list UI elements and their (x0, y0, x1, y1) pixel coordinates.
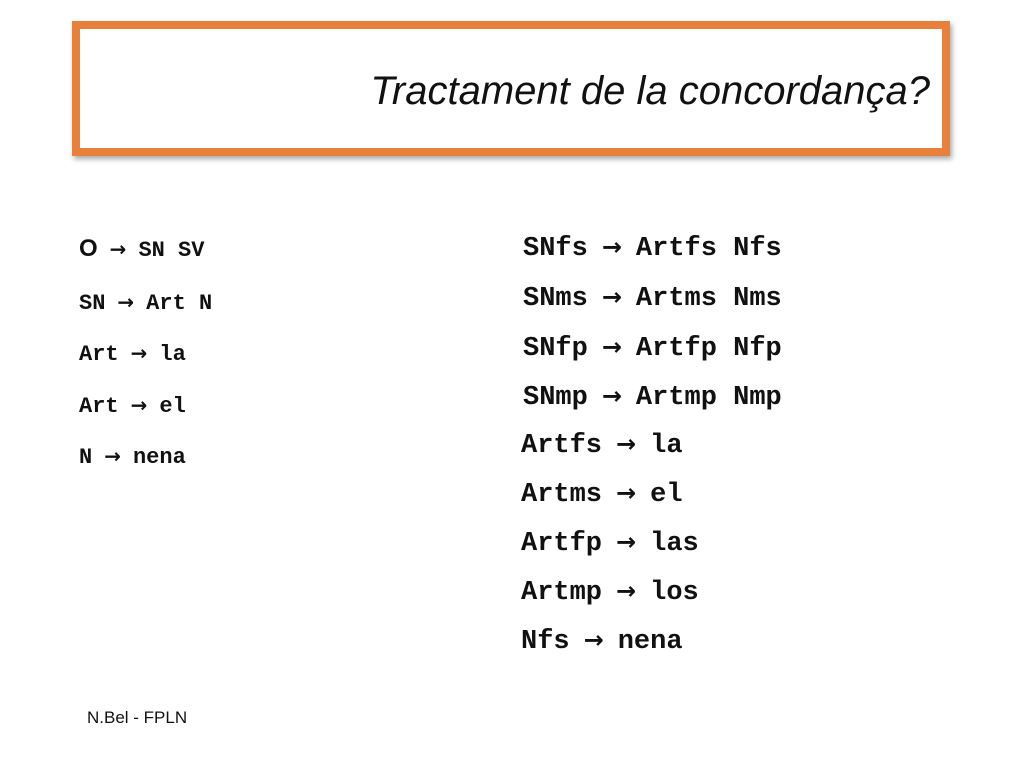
rule-lhs: Artmp (521, 578, 603, 608)
arrow-icon: → (583, 626, 604, 654)
arrow-icon: → (616, 577, 637, 605)
rule-rhs: las (650, 529, 699, 559)
rule-lhs: Art (79, 394, 119, 419)
left-rule-1 (79, 237, 204, 262)
rule-lhs: SN (79, 291, 106, 316)
rule-lhs: O (79, 235, 98, 262)
arrow-icon: → (130, 341, 148, 365)
arrow-icon: → (601, 283, 622, 311)
arrow-icon: → (616, 479, 637, 507)
right-rule-5 (521, 432, 683, 460)
arrow-icon: → (109, 237, 127, 261)
slide-title: Tractament de la concordança? (370, 69, 930, 113)
title-box (72, 21, 950, 156)
right-rule-4 (523, 384, 782, 412)
rule-lhs: SNms (523, 284, 588, 314)
left-rule-3 (79, 343, 186, 366)
rule-lhs: Artms (521, 480, 603, 510)
right-rule-6 (521, 481, 683, 509)
rule-rhs: nena (617, 627, 683, 657)
rule-rhs: nena (132, 445, 186, 470)
rule-lhs: Artfs (521, 431, 603, 461)
arrow-icon: → (130, 393, 148, 417)
rule-rhs: el (159, 394, 186, 419)
rule-rhs: Artms Nms (635, 284, 782, 314)
footer-credit: N.Bel - FPLN (87, 708, 188, 727)
arrow-icon: → (616, 528, 637, 556)
left-rule-5 (79, 446, 186, 469)
rule-lhs: N (79, 445, 93, 470)
right-rule-3 (523, 335, 782, 363)
right-rule-9 (521, 628, 683, 656)
rule-rhs: SN SV (138, 238, 205, 263)
rule-rhs: el (650, 480, 683, 510)
rule-lhs: SNmp (523, 383, 588, 413)
rule-rhs: Artfs Nfs (635, 234, 782, 264)
right-rule-8 (521, 579, 699, 607)
rule-rhs: los (650, 578, 699, 608)
rule-rhs: Artmp Nmp (635, 383, 782, 413)
arrow-icon: → (601, 233, 622, 261)
rule-lhs: SNfs (523, 234, 588, 264)
right-rule-2 (523, 285, 782, 313)
right-rule-7 (521, 530, 699, 558)
rule-lhs: SNfp (523, 334, 588, 364)
rule-rhs: Artfp Nfp (635, 334, 782, 364)
rule-lhs: Nfs (521, 627, 570, 657)
arrow-icon: → (616, 430, 637, 458)
arrow-icon: → (104, 444, 121, 468)
rule-lhs: Art (79, 342, 119, 367)
arrow-icon: → (601, 333, 622, 361)
arrow-icon: → (601, 382, 622, 410)
right-rule-1 (523, 235, 782, 263)
rule-rhs: la (650, 431, 683, 461)
rule-lhs: Artfp (521, 529, 603, 559)
rule-rhs: la (159, 342, 186, 367)
rule-rhs: Art N (146, 291, 213, 316)
arrow-icon: → (117, 290, 135, 314)
left-rule-4 (79, 395, 186, 418)
left-rule-2 (79, 292, 212, 315)
